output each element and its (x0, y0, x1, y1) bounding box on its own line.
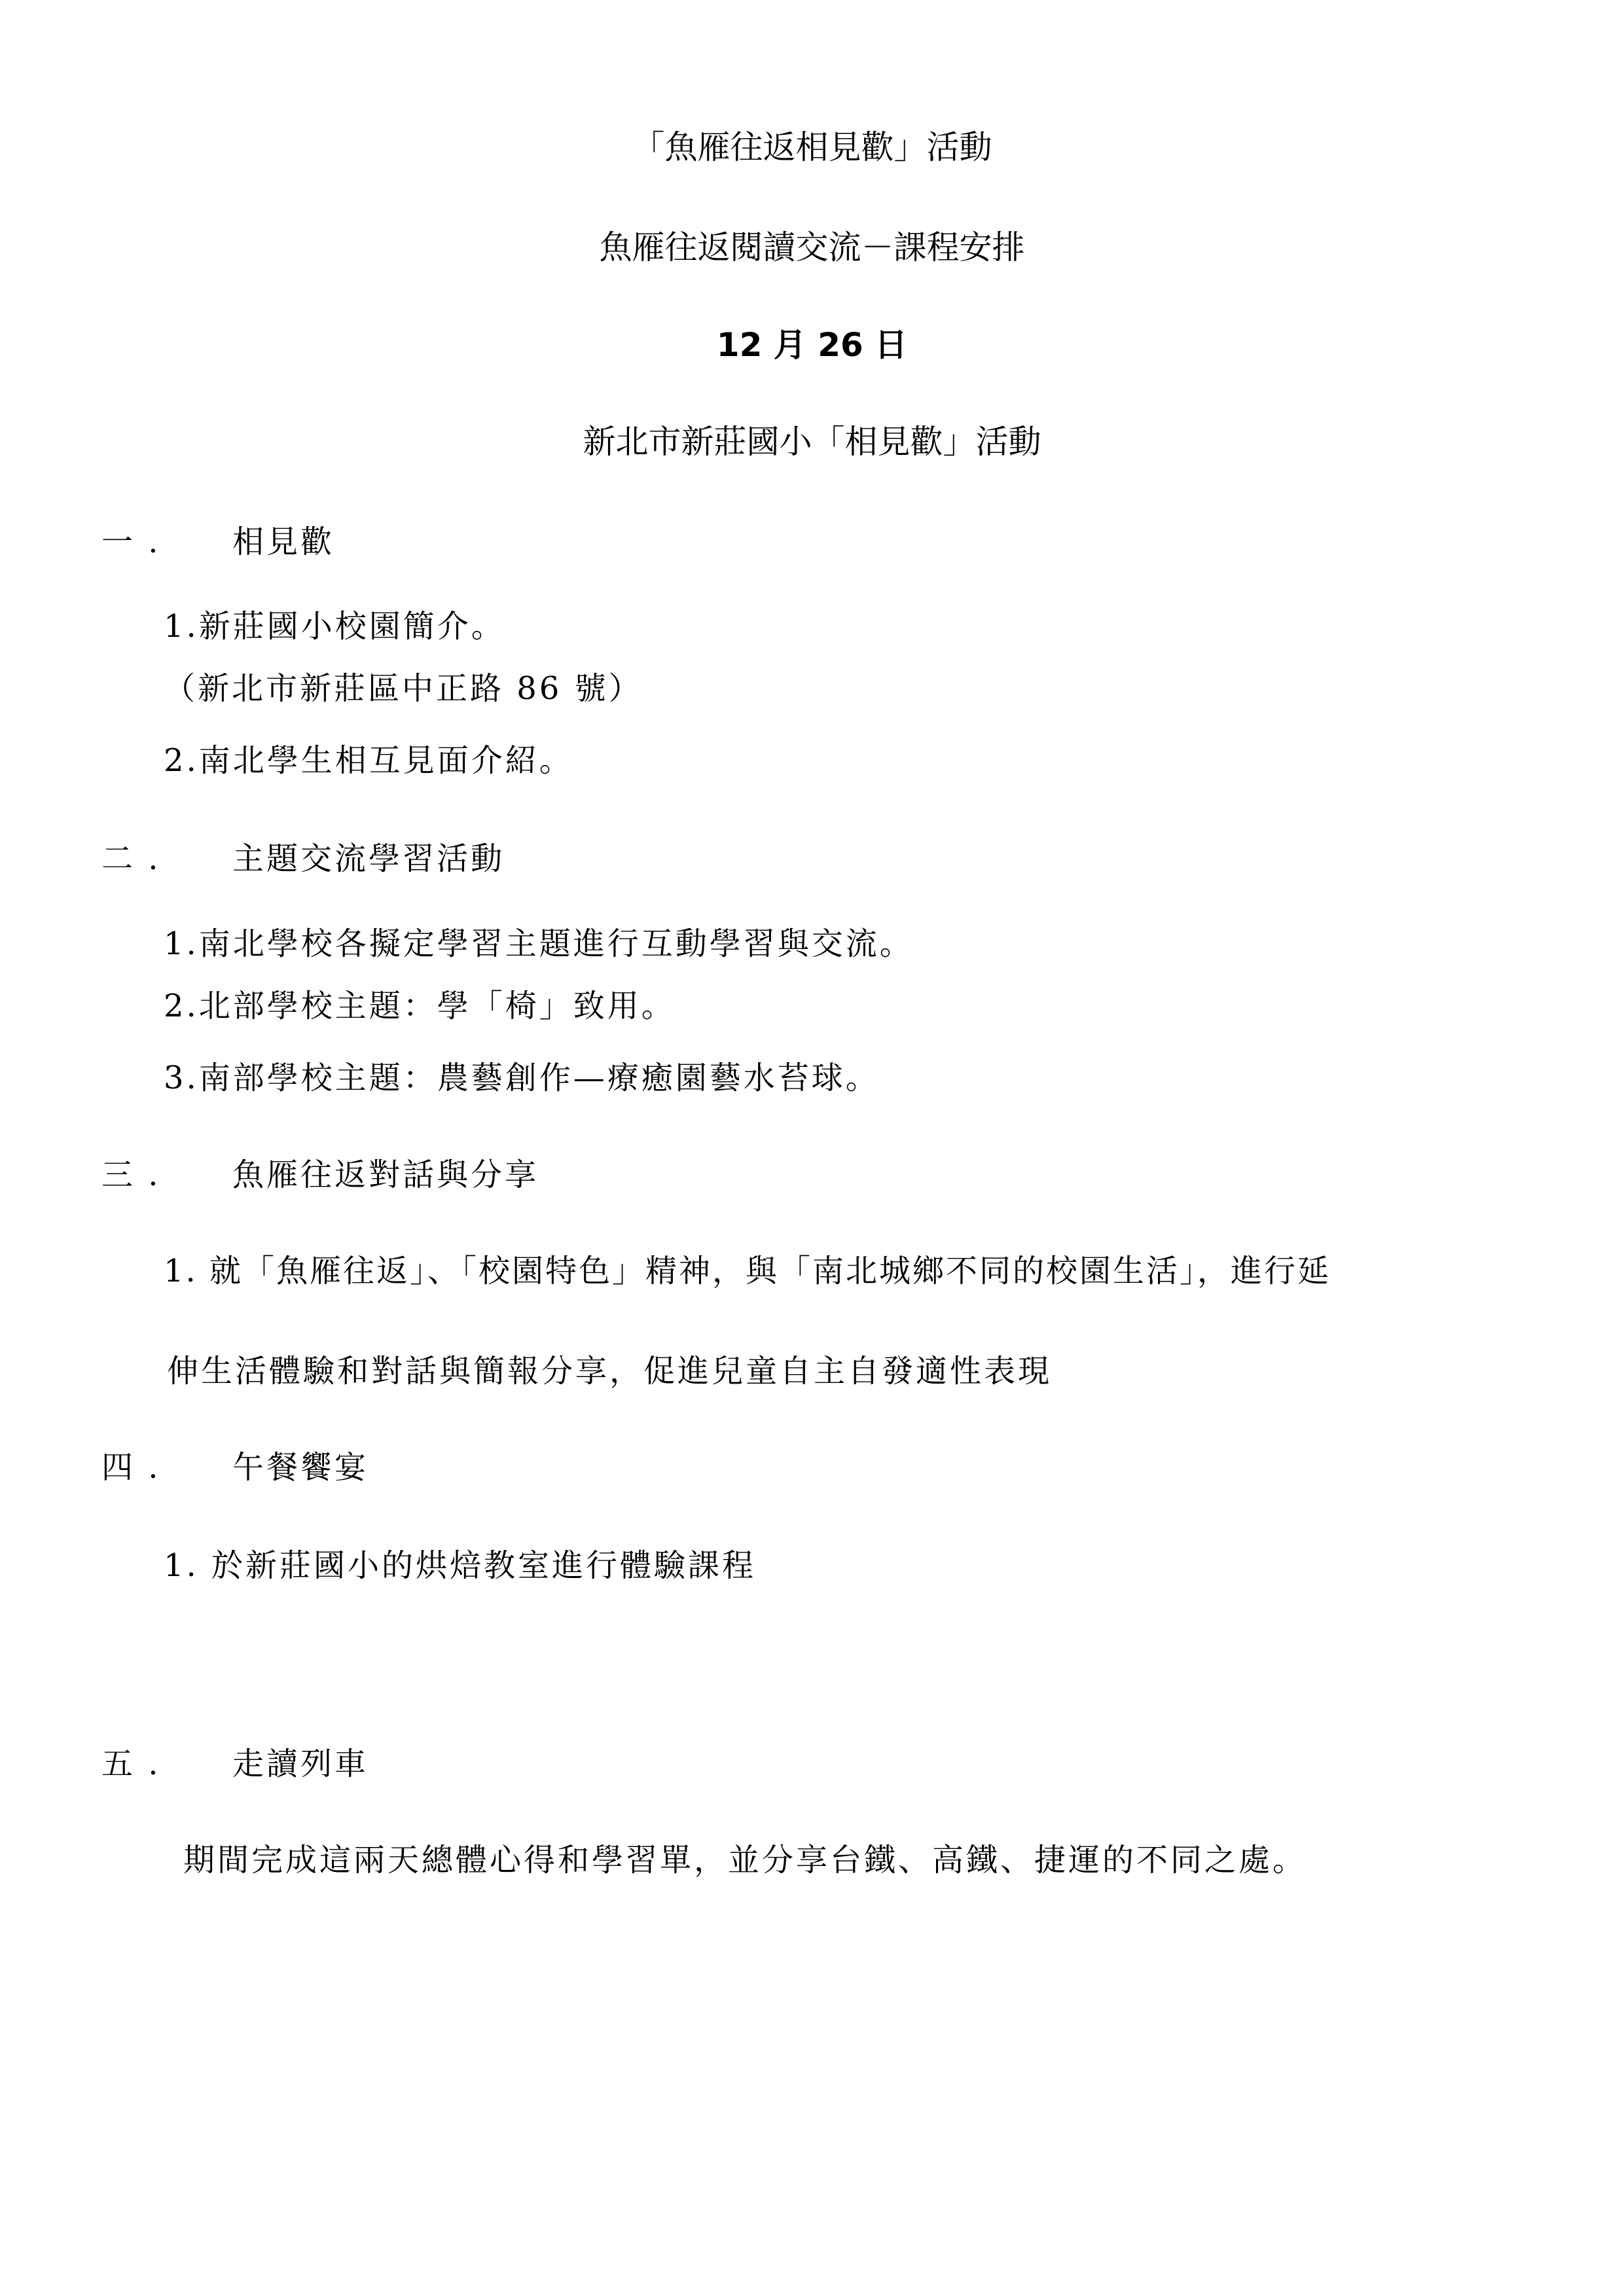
list-item: 1.南北學校各擬定學習主題進行互動學習與交流。 (164, 925, 914, 962)
event-title: 「魚雁往返相見歡」活動 (632, 128, 992, 166)
list-item: 1. 就「魚雁往返」、「校園特色」精神，與「南北城鄉不同的校園生活」，進行延 (164, 1253, 1331, 1289)
list-item: 1. 於新莊國小的烘焙教室進行體驗課程 (164, 1547, 757, 1584)
list-item: 2.北部學校主題：學「椅」致用。 (164, 988, 676, 1024)
list-item: 伸生活體驗和對話與簡報分享，促進兒童自主自發適性表現 (167, 1353, 1053, 1390)
section-title: 相見歡 (232, 524, 335, 560)
list-item: （新北市新莊區中正路 86 號） (164, 670, 643, 707)
section-heading-1 (101, 521, 334, 563)
section-title: 魚雁往返對話與分享 (232, 1157, 539, 1193)
section-heading-2 (101, 838, 505, 880)
course-title: 魚雁往返閱讀交流－課程安排 (599, 228, 1025, 266)
section-number: 四 . (101, 1449, 161, 1486)
section-heading-4 (101, 1446, 369, 1488)
event-subtitle: 新北市新莊國小「相見歡」活動 (583, 423, 1041, 461)
section-number: 三 . (101, 1157, 161, 1193)
event-date: 12 月 26 日 (716, 326, 908, 364)
section-title: 走讀列車 (232, 1746, 369, 1782)
list-item: 1.新莊國小校園簡介。 (164, 608, 505, 645)
list-item: 期間完成這兩天總體心得和學習單，並分享台鐵、高鐵、捷運的不同之處。 (183, 1842, 1307, 1878)
section-number: 一 . (101, 524, 161, 560)
section-number: 五 . (101, 1746, 161, 1782)
section-number: 二 . (101, 840, 161, 877)
section-heading-5 (101, 1743, 369, 1785)
list-item: 3.南部學校主題：農藝創作—療癒園藝水苔球。 (164, 1060, 880, 1096)
list-item: 2.南北學生相互見面介紹。 (164, 742, 573, 779)
section-title: 主題交流學習活動 (232, 840, 505, 877)
section-title: 午餐饗宴 (232, 1449, 369, 1486)
section-heading-3 (101, 1154, 539, 1196)
